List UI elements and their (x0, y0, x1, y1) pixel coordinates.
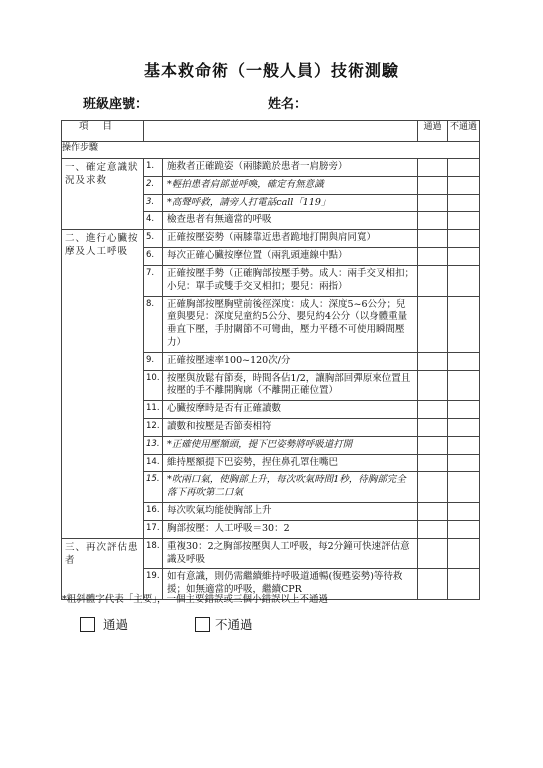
pass-cell[interactable] (418, 538, 448, 569)
page-title: 基本救命術（一般人員）技術測驗 (143, 61, 399, 80)
pass-cell[interactable] (418, 419, 448, 437)
fail-checkbox[interactable] (195, 617, 210, 632)
fail-cell[interactable] (448, 454, 480, 472)
item-number: 4. (144, 212, 163, 230)
pass-cell[interactable] (418, 176, 448, 194)
pass-cell[interactable] (418, 436, 448, 454)
pass-cell[interactable] (418, 212, 448, 230)
table-row (62, 230, 480, 248)
pass-checkbox[interactable] (80, 617, 95, 632)
item-number: 10. (144, 370, 163, 401)
item-text: 重複30：2之胸部按壓與人工呼吸，每2分鐘可快速評估意識及呼吸 (163, 538, 418, 569)
fail-cell[interactable] (448, 194, 480, 212)
name-label: 姓名： (268, 97, 308, 112)
item-number: 6. (144, 248, 163, 266)
fail-cell[interactable] (448, 503, 480, 521)
fail-cell[interactable] (448, 296, 480, 352)
fail-cell[interactable] (448, 472, 480, 503)
pass-cell[interactable] (418, 352, 448, 370)
pass-cell[interactable] (418, 296, 448, 352)
item-number: 1. (144, 159, 163, 177)
item-number: 14. (144, 454, 163, 472)
header-pass: 通過 (418, 121, 448, 142)
item-text: 正確胸部按壓胸壁前後徑深度：成人：深度5~6公分；兒童與嬰兒：深度兒童約5公分、嬰兒約4公分（以身體重量垂直下壓，手肘關節不可彎曲，壓力平穩不可使用瞬間壓力） (163, 296, 418, 352)
section-name: 一、確定意識狀況及求救 (62, 159, 144, 230)
fail-cell[interactable] (448, 520, 480, 538)
fail-cell[interactable] (448, 401, 480, 419)
item-number: 11. (144, 401, 163, 419)
item-text: 讀數和按壓是否節奏相符 (163, 419, 418, 437)
footnote: *粗斜體字代表「主要」，一個主要錯誤或三個小錯誤以上不通過 (62, 594, 329, 605)
steps-label: 操作步驟 (62, 142, 480, 159)
steps-row (62, 142, 480, 159)
class-seat-label: 班級座號： (83, 97, 149, 112)
pass-cell[interactable] (418, 370, 448, 401)
item-text: 正確按壓姿勢（兩膝靠近患者跪地打開與肩同寬） (163, 230, 418, 248)
pass-cell[interactable] (418, 454, 448, 472)
pass-cell[interactable] (418, 248, 448, 266)
item-number: 5. (144, 230, 163, 248)
item-text: *正確使用壓額頭，提下巴姿勢將呼吸道打開 (163, 436, 418, 454)
pass-cell[interactable] (418, 194, 448, 212)
fail-cell[interactable] (448, 265, 480, 296)
item-number: 13. (144, 436, 163, 454)
fail-cell[interactable] (448, 569, 480, 600)
section-name: 二、進行心臟按摩及人工呼吸 (62, 230, 144, 538)
table-row (62, 538, 480, 569)
fail-cell[interactable] (448, 212, 480, 230)
item-number: 16. (144, 503, 163, 521)
header-item: 項目 (62, 121, 144, 142)
item-text: 按壓與放鬆有節奏，時間各佔1/2，讓胸部回彈原來位置且按壓的手不離開胸廓（不離開正確位置） (163, 370, 418, 401)
pass-cell[interactable] (418, 520, 448, 538)
item-text: 胸部按壓：人工呼吸＝30：2 (163, 520, 418, 538)
fail-cell[interactable] (448, 370, 480, 401)
item-text: 正確按壓速率100~120次/分 (163, 352, 418, 370)
pass-cell[interactable] (418, 159, 448, 177)
item-number: 8. (144, 296, 163, 352)
item-text: *輕拍患者肩部並呼喚，確定有無意識 (163, 176, 418, 194)
item-number: 3. (144, 194, 163, 212)
pass-cell[interactable] (418, 230, 448, 248)
pass-cell[interactable] (418, 569, 448, 600)
item-text: *高聲呼救，請旁人打電話call「119」 (163, 194, 418, 212)
pass-cell[interactable] (418, 472, 448, 503)
pass-cell[interactable] (418, 401, 448, 419)
fail-label: 不通過 (215, 617, 253, 632)
pass-cell[interactable] (418, 265, 448, 296)
item-text: 正確按壓手勢（正確胸部按壓手勢。成人：兩手交叉相扣；小兒：單手或雙手交叉相扣；嬰兒：兩指） (163, 265, 418, 296)
table-row (62, 159, 480, 177)
score-table (61, 120, 480, 600)
fail-cell[interactable] (448, 352, 480, 370)
fail-cell[interactable] (448, 248, 480, 266)
item-text: 每次吹氣均能使胸部上升 (163, 503, 418, 521)
item-number: 7. (144, 265, 163, 296)
item-text: 施救者正確跪姿（兩膝跪於患者一肩膀旁） (163, 159, 418, 177)
fail-cell[interactable] (448, 436, 480, 454)
item-number: 2. (144, 176, 163, 194)
item-text: *吹兩口氣，使胸部上升，每次吹氣時間1秒，待胸部完全落下再吹第二口氣 (163, 472, 418, 503)
item-text: 心臟按摩時是否有正確讀數 (163, 401, 418, 419)
header-blank-cell (144, 121, 418, 142)
header-fail: 不通過 (448, 121, 480, 142)
item-number: 15. (144, 472, 163, 503)
item-number: 9. (144, 352, 163, 370)
item-number: 12. (144, 419, 163, 437)
table-header-row (62, 121, 480, 142)
item-text: 每次正確心臟按摩位置（兩乳頭連線中點） (163, 248, 418, 266)
item-number: 17. (144, 520, 163, 538)
fail-cell[interactable] (448, 538, 480, 569)
item-number: 18. (144, 538, 163, 569)
item-number: 19. (144, 569, 163, 600)
item-text: 維持壓額提下巴姿勢，捏住鼻孔罩住嘴巴 (163, 454, 418, 472)
fail-cell[interactable] (448, 176, 480, 194)
pass-label: 通過 (103, 617, 129, 632)
fail-cell[interactable] (448, 230, 480, 248)
fail-cell[interactable] (448, 419, 480, 437)
fail-cell[interactable] (448, 159, 480, 177)
section-name: 三、再次評估患者 (62, 538, 144, 599)
item-text: 如有意識，則仍需繼續維持呼吸道通暢(復甦姿勢)等待救援；如無適當的呼吸，繼續CPR (163, 569, 418, 600)
pass-cell[interactable] (418, 503, 448, 521)
item-text: 檢查患者有無適當的呼吸 (163, 212, 418, 230)
